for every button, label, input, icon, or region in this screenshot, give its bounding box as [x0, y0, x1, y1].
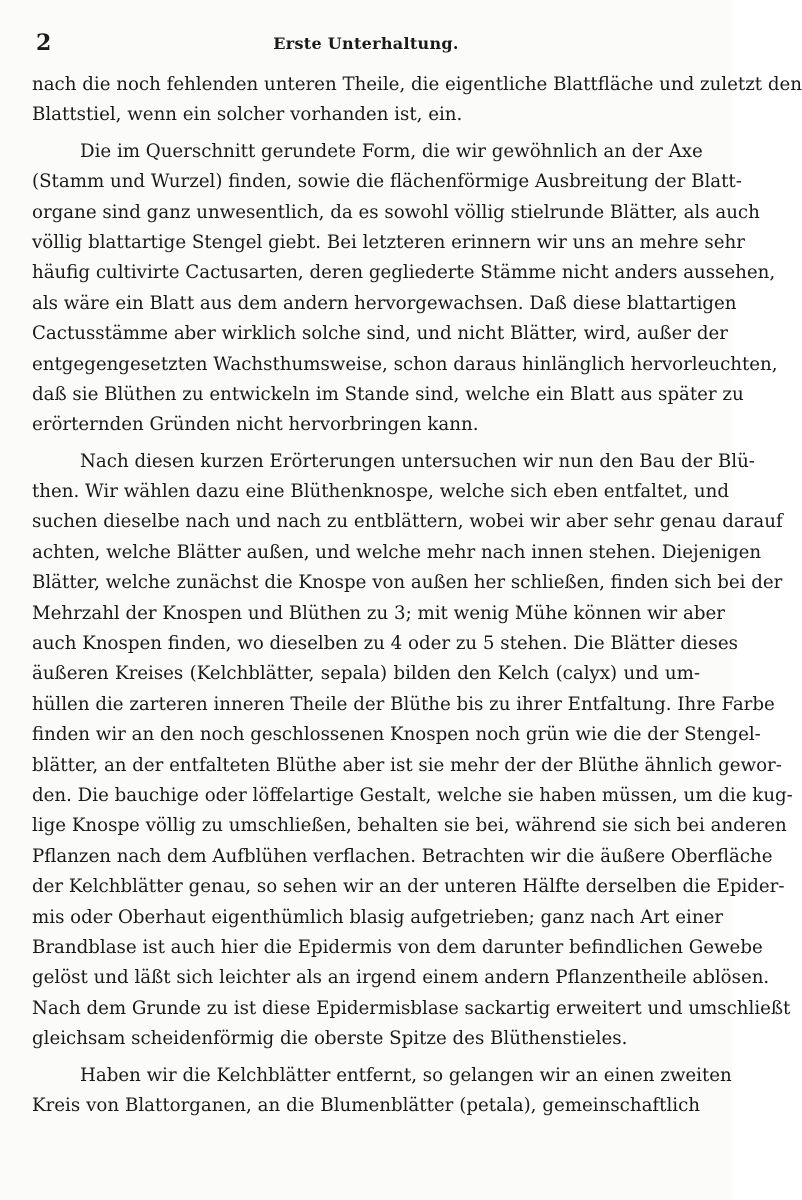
text-line: mis oder Oberhaut eigenthümlich blasig aufgetrieben; ganz nach Art einer	[32, 906, 724, 928]
text-line: achten, welche Blätter außen, und welche mehr nach innen stehen. Diejenigen	[32, 541, 762, 563]
paragraph	[32, 70, 802, 131]
text-line: entgegengesetzten Wachsthumsweise, schon daraus hinlänglich hervorleuchten,	[32, 353, 778, 375]
page-number: 2	[36, 30, 52, 56]
text-line: Cactusstämme aber wirklich solche sind, und nicht Blätter, wird, außer der	[32, 323, 728, 345]
text-line: gleichsam scheidenförmig die oberste Spitze des Blüthenstieles.	[32, 1028, 628, 1050]
page-header	[36, 30, 696, 60]
text-line: häufig cultivirte Cactusarten, deren gegliederte Stämme nicht anders aussehen,	[32, 262, 776, 284]
paragraph	[32, 447, 793, 1055]
text-line: als wäre ein Blatt aus dem andern hervorgewachsen. Daß diese blattartigen	[32, 292, 737, 314]
text-line: Die im Querschnitt gerundete Form, die wir gewöhnlich an der Axe	[80, 140, 703, 162]
text-line: Kreis von Blattorganen, an die Blumenblätter (petala), gemeinschaftlich	[32, 1094, 700, 1116]
text-line: erörternden Gründen nicht hervorbringen kann.	[32, 414, 479, 436]
text-line: finden wir an den noch geschlossenen Knospen noch grün wie die der Stengel-	[32, 724, 761, 746]
text-line: lige Knospe völlig zu umschließen, behalten sie bei, während sie sich bei anderen	[32, 815, 787, 837]
running-title: Erste Unterhaltung.	[273, 34, 459, 53]
text-line: suchen dieselbe nach und nach zu entblättern, wobei wir aber sehr genau darauf	[32, 511, 783, 533]
text-line: völlig blattartige Stengel giebt. Bei letzteren erinnern wir uns an mehre sehr	[32, 231, 745, 253]
text-line: daß sie Blüthen zu entwickeln im Stande sind, welche ein Blatt aus später zu	[32, 383, 744, 405]
text-line: gelöst und läßt sich leichter als an irgend einem andern Pflanzentheile ablösen.	[32, 967, 770, 989]
text-line: den. Die bauchige oder löffelartige Gestalt, welche sie haben müssen, um die kug-	[32, 784, 793, 806]
text-line: Mehrzahl der Knospen und Blüthen zu 3; mit wenig Mühe können wir aber	[32, 602, 725, 624]
text-line: organe sind ganz unwesentlich, da es sowohl völlig stielrunde Blätter, als auch	[32, 201, 760, 223]
text-line: Nach diesen kurzen Erörterungen untersuchen wir nun den Bau der Blü-	[80, 450, 755, 472]
text-line: then. Wir wählen dazu eine Blüthenknospe, welche sich eben entfaltet, und	[32, 481, 729, 503]
text-line: Haben wir die Kelchblätter entfernt, so gelangen wir an einen zweiten	[80, 1064, 732, 1086]
paragraph	[32, 137, 778, 441]
body-text	[32, 70, 802, 1121]
text-line: auch Knospen finden, wo dieselben zu 4 oder zu 5 stehen. Die Blätter dieses	[32, 633, 738, 655]
text-line: äußeren Kreises (Kelchblätter, sepala) bilden den Kelch (calyx) und um-	[32, 663, 700, 685]
text-line: (Stamm und Wurzel) finden, sowie die flächenförmige Ausbreitung der Blatt-	[32, 171, 742, 193]
text-line: hüllen die zarteren inneren Theile der Blüthe bis zu ihrer Entfaltung. Ihre Farbe	[32, 693, 775, 715]
paragraph	[32, 1061, 732, 1122]
text-line: blätter, an der entfalteten Blüthe aber ist sie mehr der der Blüthe ähnlich gewor-	[32, 754, 782, 776]
text-line: der Kelchblätter genau, so sehen wir an der unteren Hälfte derselben die Epider-	[32, 876, 785, 898]
text-line: Nach dem Grunde zu ist diese Epidermisblase sackartig erweitert und umschließt	[32, 997, 791, 1019]
text-line: Blattstiel, wenn ein solcher vorhanden ist, ein.	[32, 104, 463, 126]
text-line: Pflanzen nach dem Aufblühen verflachen. Betrachten wir die äußere Oberfläche	[32, 845, 773, 867]
text-line: nach die noch fehlenden unteren Theile, die eigentliche Blattfläche und zuletzt den	[32, 74, 802, 95]
text-line: Blätter, welche zunächst die Knospe von außen her schließen, finden sich bei der	[32, 572, 783, 594]
text-line: Brandblase ist auch hier die Epidermis von dem darunter befindlichen Gewebe	[32, 936, 763, 958]
